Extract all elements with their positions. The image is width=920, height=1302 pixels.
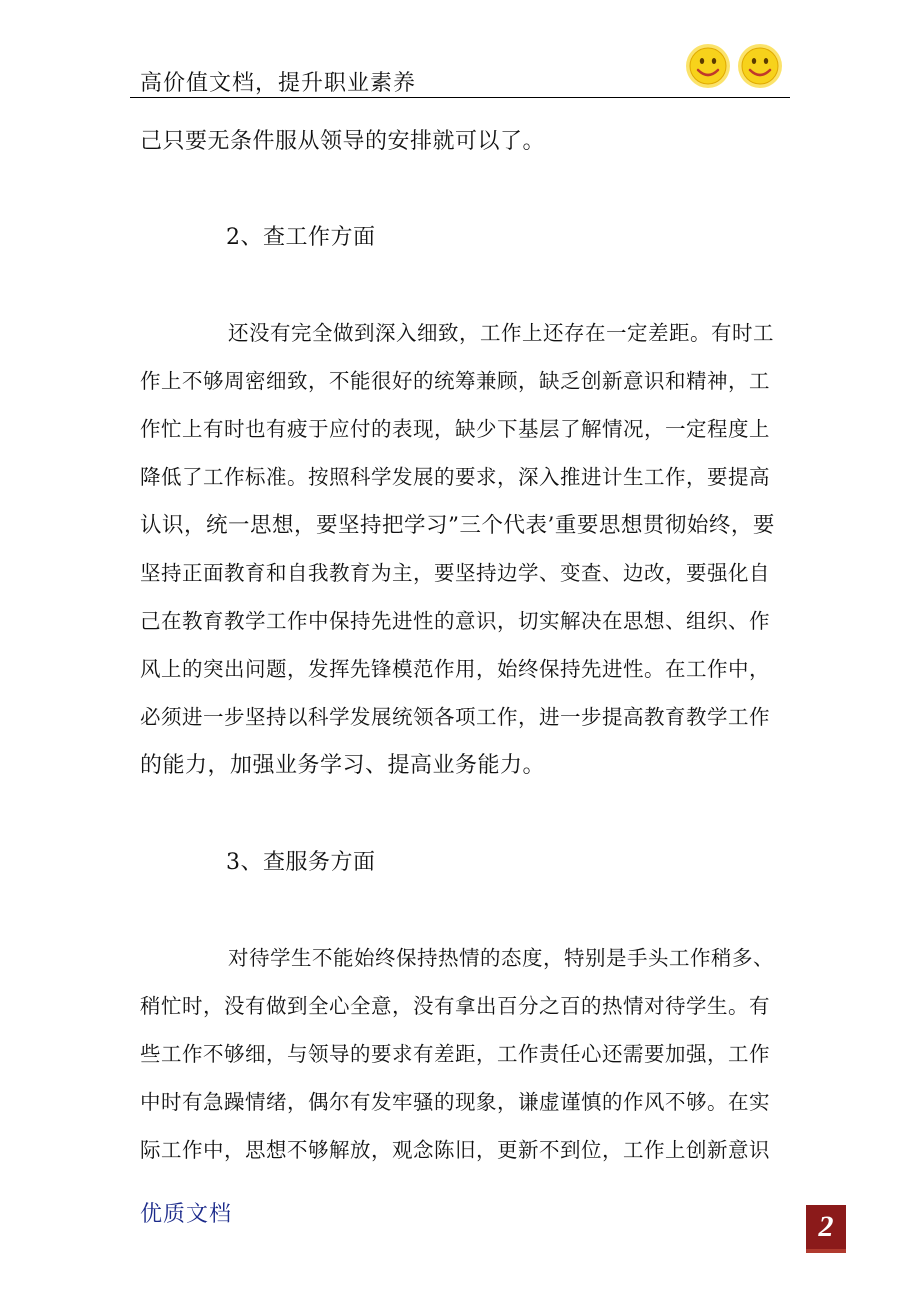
badge-underline	[806, 1249, 846, 1253]
smiley-icon	[738, 44, 782, 88]
text-line: 己只要无条件服从领导的安排就可以了。	[140, 129, 546, 154]
page-number: 2	[818, 1210, 834, 1243]
text-line: 降低了工作标准。按照科学发展的要求，深入推进计生工作，要提高	[140, 465, 770, 489]
section-heading: 3、查服务方面	[226, 850, 376, 875]
text-line: 作上不够周密细致，不能很好的统筹兼顾，缺乏创新意识和精神，工	[140, 369, 770, 393]
text-line: 风上的突出问题，发挥先锋模范作用，始终保持先进性。在工作中，	[140, 657, 770, 681]
text-line: 己在教育教学工作中保持先进性的意识，切实解决在思想、组织、作	[140, 609, 770, 633]
text-line: 些工作不够细，与领导的要求有差距，工作责任心还需要加强，工作	[140, 1042, 770, 1066]
header-title: 高价值文档，提升职业素养	[140, 71, 417, 96]
text-line: 必须进一步坚持以科学发展统领各项工作，进一步提高教育教学工作	[140, 705, 770, 729]
text-line: 还没有完全做到深入细致，工作上还存在一定差距。有时工	[228, 321, 774, 345]
text-line: 作忙上有时也有疲于应付的表现，缺少下基层了解情况，一定程度上	[140, 417, 770, 441]
section-heading: 2、查工作方面	[226, 225, 376, 250]
text-line: 的能力，加强业务学习、提高业务能力。	[140, 753, 546, 778]
text-line: 对待学生不能始终保持热情的态度，特别是手头工作稍多、	[228, 946, 774, 970]
text-line: 稍忙时，没有做到全心全意，没有拿出百分之百的热情对待学生。有	[140, 994, 770, 1018]
text-line: 中时有急躁情绪，偶尔有发牢骚的现象，谦虚谨慎的作风不够。在实	[140, 1090, 770, 1114]
footer-title: 优质文档	[140, 1202, 233, 1227]
text-line: 际工作中，思想不够解放，观念陈旧，更新不到位，工作上创新意识	[140, 1138, 770, 1162]
page-number-badge	[806, 1205, 846, 1249]
smiley-decoration	[684, 42, 784, 90]
header-divider	[130, 97, 790, 98]
text-line: 认识，统一思想，要坚持把学习”三个代表’重要思想贯彻始终，要	[140, 513, 775, 538]
smiley-icon	[686, 44, 730, 88]
text-line: 坚持正面教育和自我教育为主，要坚持边学、变查、边改，要强化自	[140, 561, 770, 585]
